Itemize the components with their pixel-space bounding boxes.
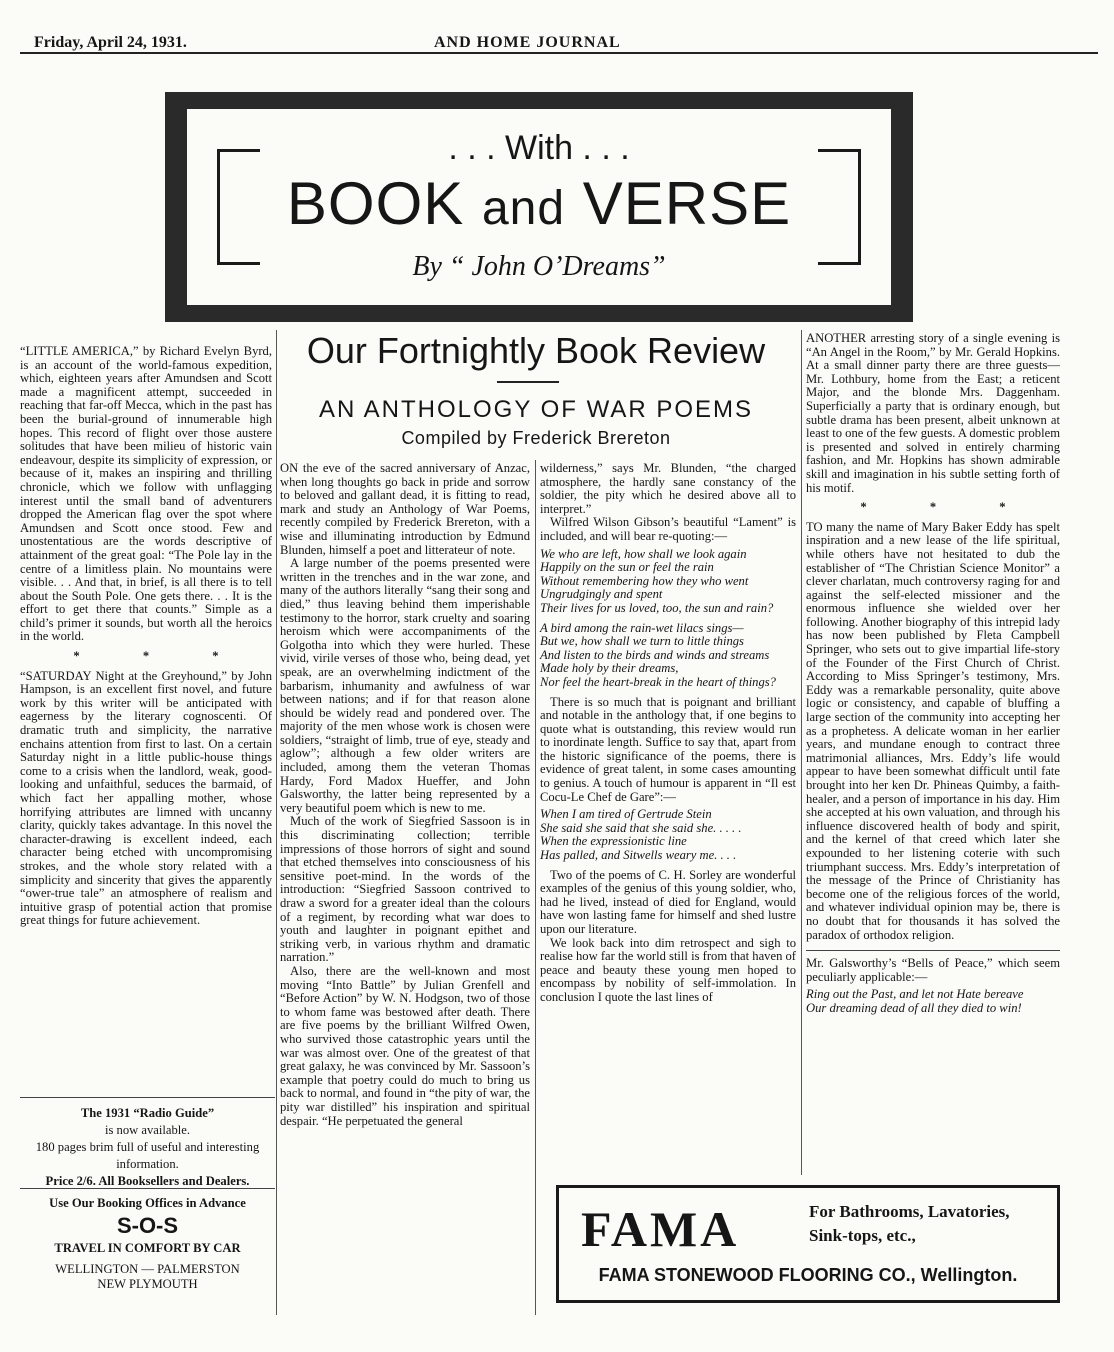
section-separator: * * *	[73, 649, 249, 664]
fama-ad-line3: FAMA STONEWOOD FLOORING CO., Wellington.	[598, 1265, 1018, 1285]
poem-line: Their lives for us loved, too, the sun and rain?	[540, 600, 774, 615]
radio-ad-line1: is now available.	[105, 1123, 190, 1137]
masthead-rule	[20, 52, 1098, 54]
little-america-paragraph: “LITTLE AMERICA,” by Richard Evelyn Byrd, is an account of the world-famous expedition, which, eighteen years after Amundsen and Scott made a magnificent attempt, succeeded in reaching that far-off Mecca, which in the past has been the burial-ground of innumerable high hopes. This record of flight over those austere solitudes that have been milieu of historic vain endeavour, despite its simplicity of expression, or because of it, makes an inspiring and thrilling chronicle, which we follow with unflagging interest until the small band of adventurers dropped the American flag over the spot where Amundsen and Scott once stood. Few and unostentatious are the words descriptive of attainment of the great goal: “The Pole lay in the centre of a limitless plain. No mountains were visible. . . And that, in brief, is all there is to tell about the South Pole. One gets there. . . It is the effort to get there that counts.” Simple as a child’s primer it sounds, but worth all the heroics in the world.	[20, 344, 272, 644]
eddy-paragraph: TO many the name of Mary Baker Eddy has spelt inspiration and a new lease of the life spiritual, while others have not hesitated to dub the establisher of “The Christian Science Monitor” a clever charlatan, much controversy raging for and against the self-elected missioner and the enormous influence she wielded over her following. Another biography of this intrepid lady has now been published by Fleta Campbell Springer, who sets out to give impartial life-story of the Founder of the First Church of Christ. According to Miss Springer’s testimony, Mrs. Eddy was a remarkable personality, quite above logic or consistency, and capable of bluffing a large section of the community into accepting her as a prophetess. A delicate woman in her earlier years, and mundane enough to contract three matrimonial alliances, Mrs. Eddy’s life would appear to have been somewhat difficult until fate brought into her ken Dr. Phineas Quimby, a faith-healer, and a person of importance in his day. Him she accepted at his own valuation, and through his influence discovered health of body and spirit, and the kernel of that creed which later she expounded to her listening coterie with such triumphant success. Mrs. Eddy’s interpretation of the message of the Prince of Christianity has become one of the religious forces of the world, and whatever individual opinion may be, there is no doubt that for thousands it has solved the paradox of orthodox religion.	[806, 519, 1060, 942]
review-paragraph: There is so much that is poignant and brilliant and notable in the anthology that, if one begins to quote what is outstanding, this review would run to inordinate length. Suffice to say that, apart from the historic significance of the poems, there is evidence of great talent, in some cases amounting to genius. A touch of humour is apparent in “Il est Cocu-Le Chef de Gare”:—	[540, 694, 796, 804]
fama-ad	[556, 1185, 1060, 1303]
column-rule-3	[801, 330, 802, 1175]
journal-name: AND HOME JOURNAL	[434, 34, 621, 51]
review-paragraph: Also, there are the well-known and most moving “Into Battle” by Julian Grenfell and “Before Action” by W. N. Hodgson, two of those to whom fame was bestowed after death. There are five poems by the brilliant Wilfred Owen, who survived those catastrophic years until the war was almost over. One of the greatest of that great galaxy, he was convinced by Mr. Sassoon’s example that poetry could do much to bring us back to normal, and found in “the pity of war, the pity war distilled” his inspiration and spiritual despair. “He perpetuated the general	[280, 963, 530, 1128]
review-title-rule	[497, 381, 559, 383]
galsworthy-paragraph: Mr. Galsworthy’s “Bells of Peace,” which seem peculiarly applicable:—	[806, 956, 1060, 984]
review-paragraph: We look back into dim retrospect and sigh to realise how far the world still is from that haven of peace and beauty these young men hoped to encompass by nobility of self-immolation. In conclusion I quote the last lines of	[540, 935, 797, 1004]
poem-line: But we, how shall we turn to little things	[540, 634, 744, 649]
poem-line: Without remembering how they who went	[540, 573, 749, 588]
radio-guide-ad	[20, 1105, 275, 1190]
section-banner	[165, 92, 913, 322]
sos-ad-line1: Use Our Booking Offices in Advance	[49, 1196, 246, 1210]
section-separator: * * *	[860, 500, 1036, 515]
sos-ad-line4: NEW PLYMOUTH	[97, 1277, 198, 1291]
column-1	[20, 345, 272, 928]
poem-line: She said she said that she said she. . . . .	[540, 820, 742, 835]
banner-byline: By “ John O’Dreams”	[412, 251, 666, 282]
poem-line: Ungrudgingly and spent	[540, 587, 663, 602]
banner-inner	[187, 109, 891, 305]
banner-with: . . . With . . .	[448, 129, 630, 167]
review-paragraph: ON the eve of the sacred anniversary of Anzac, when long thoughts go back in pride and sorrow to beloved and gallant dead, it is fitting to read, mark and study an Anthology of War Poems, recently compiled by Frederick Brereton, with a wise and illuminating introduction by Edmund Blunden, himself a poet and litterateur of note.	[280, 461, 530, 557]
radio-ad-line3: Price 2/6. All Booksellers and Dealers.	[45, 1174, 250, 1188]
lament-poem	[540, 548, 796, 616]
banner-title-book: BOOK	[286, 170, 465, 237]
fama-ad-line2: Sink-tops, etc.,	[809, 1226, 916, 1245]
column-4-rule	[806, 950, 1060, 951]
cocu-poem	[540, 808, 796, 862]
banner-title-and: and	[481, 182, 566, 235]
sos-ad-line2: TRAVEL IN COMFORT BY CAR	[54, 1241, 241, 1255]
review-paragraph: A large number of the poems presented were written in the trenches and in the war zone, and many of the authors literally “sang their song and died,” thus leaving behind them imperishable testimony to the horror, stark cruelty and soaring heroism which were accompaniments of the Golgotha into which they were hurled. These vivid, virile verses of those who, being dead, yet speak, are an overwhelming indictment of the barbarism, inhumanity and awfulness of war between nations; and if for that reason alone should be widely read and pondered over. The majority of the men whose work is chosen were soldiers, “straight of limb, true of eye, steady and aglow”; although a few older writers are included, among them the veteran Thomas Hardy, Ford Madox Hueffer, and John Galsworthy, the latter being represented by a very beautiful poem which is new to me.	[280, 556, 530, 815]
column-rule-1	[276, 330, 277, 1315]
little-america-text: LITTLE AMERICA,” by Richard Evelyn Byrd, is an account of the world-famous expedition, which, eighteen years after Amundsen and Scott made a magnificent attempt, succeeded in reaching that far-off Mecca, which in the past has been the burial-ground of innumerable high hopes. This record of flight over those austere solitudes that have been milieu of historic vain endeavour, despite its simplicity of expression, or because of it, makes an inspiring and thrilling chronicle, which we follow with unflagging interest until the small band of adventurers dropped the American flag over the spot where Amundsen and Scott once stood. Few and unostentatious are the words descriptive of attainment of the great goal: “The Pole lay in the centre of a limitless plain. No mountains were visible. . . And that, in brief, is all there is to tell about the South Pole. One gets there. . . It is the effort to get there that counts.” Simple as a child’s primer it sounds, but worth all the heroics in the world.	[20, 344, 272, 644]
fama-logo: FAMA	[581, 1201, 740, 1257]
poem-line: When I am tired of Gertrude Stein	[540, 807, 712, 822]
poem-line: Made holy by their dreams,	[540, 661, 679, 676]
poem-line: When the expressionistic line	[540, 834, 687, 849]
poem-line: And listen to the birds and winds and streams	[540, 647, 770, 662]
column-4	[806, 332, 1060, 1022]
poem-line: Nor feel the heart-break in the heart of things?	[540, 674, 776, 689]
sos-ad	[20, 1196, 275, 1292]
saturday-night-paragraph: “SATURDAY Night at the Greyhound,” by John Hampson, is an excellent first novel, and future work by this writer will be anticipated with eagerness by the literary cognoscenti. Of dramatic truth and simplicity, the narrative enchains attention from first to last. On a certain Saturday night in a little public-house things come to a crisis when the landlord, weak, good-looking and unfaithful, seduces the barmaid, of which fact her appalling mother, whose horrifying attributes are limned with uncanny clarity, quickly takes advantage. In this novel the character-drawing is excellent indeed, each character being etched with uncompromising strokes, and the whole story related with a simplicity and sincerity that gives the apparently “ower-true tale” an atmosphere of realism and intuitive grasp of potential action that promise great things for future achievement.	[20, 668, 272, 928]
poem-line: Happily on the sun or feel the rain	[540, 560, 714, 575]
review-compiler: Compiled by Frederick Brereton	[401, 428, 671, 448]
review-paragraph: Much of the work of Siegfried Sassoon is in this discriminating collection; terrible impressions of those horrors of sight and sound that etched themselves into consciousness of his sensitive poet-mind. In the words of the introduction: “Siegfried Sassoon contrived to draw a sword for a greater ideal than the colours of a regiment, by recording what war does to youth and laughter in poignant epithet and striking verb, in various rhythm and dramatic narration.”	[280, 814, 530, 965]
column-2	[280, 462, 530, 1128]
radio-ad-rule	[20, 1097, 275, 1098]
sos-ad-name: S-O-S	[116, 1213, 179, 1238]
poem-line: A bird among the rain-wet lilacs sings—	[540, 620, 744, 635]
banner-title	[187, 169, 891, 238]
poem-line: Has palled, and Sitwells weary me. . . .	[540, 848, 737, 863]
banner-title-verse: VERSE	[582, 170, 792, 237]
sos-ad-line3: WELLINGTON — PALMERSTON	[55, 1262, 240, 1276]
review-paragraph: Two of the poems of C. H. Sorley are wonderful examples of the genius of this young soldier, who, had he lived, instead of died for England, would have won lasting fame for himself and shed lustre upon our literature.	[540, 867, 796, 936]
issue-date: Friday, April 24, 1931.	[34, 34, 187, 51]
review-title: Our Fortnightly Book Review	[306, 330, 766, 371]
saturday-night-text: SATURDAY Night at the Greyhound,” by John Hampson, is an excellent first novel, and future work by this writer will be anticipated with eagerness by the literary cognoscenti. Of dramatic truth and simplicity, the narrative enchains attention from first to last. On a certain Saturday night in a little public-house things come to a crisis when the landlord, weak, good-looking and unfaithful, seduces the barmaid, of which fact her appalling mother, whose horrifying attributes are limned with uncanny clarity, quickly takes advantage. In this novel the character-drawing is excellent indeed, each character being etched with uncompromising strokes, and the whole story related with a simplicity and sincerity that gives the apparently “ower-true tale” an atmosphere of realism and intuitive grasp of potential action that promise great things for future achievement.	[20, 668, 272, 928]
review-paragraph: wilderness,” says Mr. Blunden, “the charged atmosphere, the hardly sane constancy of the soldier, the pity which he desired above all to interpret.”	[540, 461, 796, 516]
column-3	[540, 462, 796, 1005]
column-rule-2	[535, 460, 536, 1315]
review-subtitle: AN ANTHOLOGY OF WAR POEMS	[318, 396, 754, 423]
fama-ad-line1: For Bathrooms, Lavatories,	[809, 1202, 1010, 1221]
poem-line: Ring out the Past, and let not Hate bereave	[806, 987, 1024, 1002]
poem-line: Our dreaming dead of all they died to win!	[806, 1000, 1022, 1015]
lament-poem-stanza-2	[540, 622, 796, 690]
bells-of-peace-poem	[806, 988, 1060, 1015]
angel-paragraph: ANOTHER arresting story of a single evening is “An Angel in the Room,” by Mr. Gerald Hopkins. At a small dinner party there are three guests—Mr. Lothbury, home from the East; a reticent Major, and the blonde Mrs. Daggenham. Superficially a party that is ordinary enough, but subtle drama has been present, albeit unknown at least to one of the few guests. A domestic problem is presented and solved in entirely charming fashion, and Mr. Hopkins has shown admirable skill and imagination in his subtle setting forth of his motif.	[806, 331, 1060, 495]
masthead	[24, 30, 1098, 52]
radio-ad-heading: The 1931 “Radio Guide”	[80, 1106, 215, 1120]
review-paragraph: Wilfred Wilson Gibson’s beautiful “Lament” is included, and will bear re-quoting:—	[540, 515, 796, 543]
radio-ad-line2: 180 pages brim full of useful and interesting information.	[35, 1140, 260, 1171]
poem-line: We who are left, how shall we look again	[540, 546, 747, 561]
sos-ad-rule	[20, 1188, 275, 1189]
